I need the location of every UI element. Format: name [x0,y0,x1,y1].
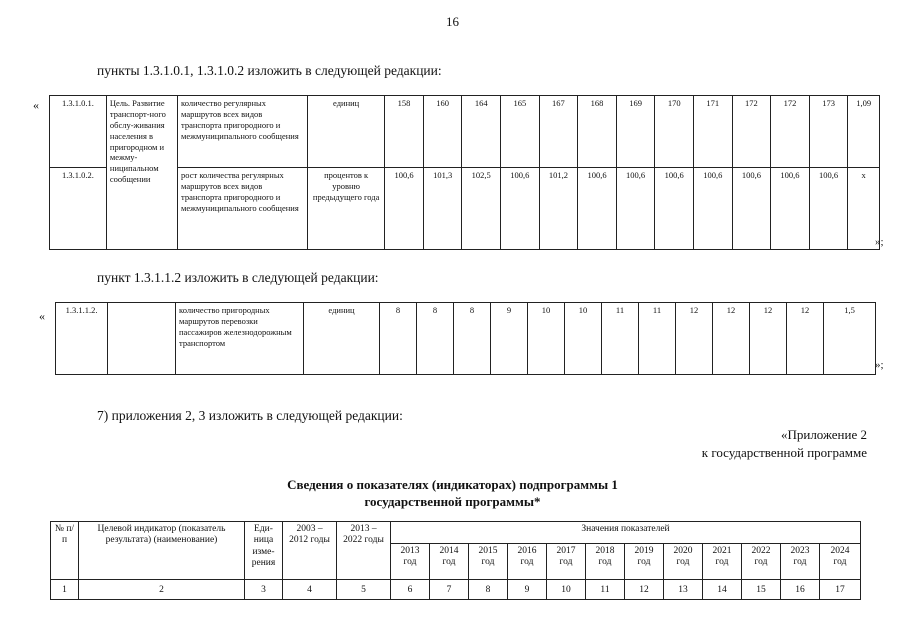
value-cell: 101,2 [539,168,578,250]
page-number: 16 [446,14,459,29]
col-header-year: 2023 год [781,544,820,580]
value-cell: 172 [732,96,771,168]
value-cell: 100,6 [693,168,732,250]
value-cell: 8 [417,303,454,375]
col-header-year: 2014 год [430,544,469,580]
column-number: 5 [337,580,391,600]
close-mark-1: »; [875,236,884,248]
value-cell: 100,6 [732,168,771,250]
title-line-1: Сведения о показателях (индикаторах) подпрограммы 1 [287,477,618,492]
col-header-values-group: Значения показателей [391,522,861,544]
column-number: 13 [664,580,703,600]
value-cell: 172 [771,96,810,168]
header-row [51,522,861,544]
value-cell: 100,6 [809,168,848,250]
column-number: 16 [781,580,820,600]
goal-cell: Цель. Развитие транспорт-ного обслу-живания населения в пригородном и межму-ниципальном сообщении [106,96,177,250]
goal-cell [108,303,176,375]
value-cell: 12 [676,303,713,375]
value-cell: 9 [491,303,528,375]
row-code: 1.3.1.1.2. [56,303,108,375]
value-cell: 10 [528,303,565,375]
value-cell: 169 [616,96,655,168]
value-cell: 12 [750,303,787,375]
row-code: 1.3.1.0.1. [50,96,107,168]
document-title [0,477,905,511]
value-cell: 11 [602,303,639,375]
column-number: 1 [51,580,79,600]
col-header-year: 2021 год [703,544,742,580]
column-number: 15 [742,580,781,600]
close-mark-2: »; [875,359,884,371]
value-cell: 12 [787,303,824,375]
value-cell: 1,5 [824,303,876,375]
column-number: 6 [391,580,430,600]
amendment-paragraph-1: пункты 1.3.1.0.1, 1.3.1.0.2 изложить в следующей редакции: [97,63,442,78]
column-number: 7 [430,580,469,600]
value-cell: 100,6 [385,168,424,250]
indicator-cell: количество пригородных маршрутов перевозки пассажиров железнодорожным транспортом [176,303,304,375]
table-row [50,96,880,168]
appendix-line-1: «Приложение 2 [780,427,867,442]
value-cell: 164 [462,96,501,168]
value-cell: 11 [639,303,676,375]
column-number: 10 [547,580,586,600]
indicators-table-1 [49,95,880,250]
col-header-year: 2017 год [547,544,586,580]
table-row [56,303,876,375]
value-cell: 8 [380,303,417,375]
col-header-indicator: Целевой индикатор (показатель результата) (наименование) [79,522,245,580]
col-header-year: 2024 год [820,544,861,580]
row-code: 1.3.1.0.2. [50,168,107,250]
column-number: 9 [508,580,547,600]
col-header-unit: Еди-ница изме-рения [245,522,283,580]
appendix-caption [702,426,867,461]
column-number: 14 [703,580,742,600]
value-cell: 160 [423,96,462,168]
column-number: 3 [245,580,283,600]
indicators-summary-table [50,521,861,600]
column-number-row [51,580,861,600]
value-cell: 171 [693,96,732,168]
indicator-cell: количество регулярных маршрутов всех видов транспорта пригородного и межмуниципального сообщения [178,96,308,168]
value-cell: 1,09 [848,96,880,168]
unit-cell: единиц [304,303,380,375]
open-quote-2: « [39,309,45,323]
amendment-paragraph-2: пункт 1.3.1.1.2 изложить в следующей редакции: [97,270,379,285]
unit-cell: единиц [308,96,385,168]
value-cell: 100,6 [578,168,617,250]
col-header-year: 2020 год [664,544,703,580]
column-number: 4 [283,580,337,600]
indicator-cell: рост количества регулярных маршрутов всех видов транспорта пригородного и межмуниципального сообщения [178,168,308,250]
unit-cell: процентов к уровню предыдущего года [308,168,385,250]
col-header-year: 2022 год [742,544,781,580]
col-header-year: 2018 год [586,544,625,580]
value-cell: 8 [454,303,491,375]
value-cell: 101,3 [423,168,462,250]
col-header-period-1: 2003 – 2012 годы [283,522,337,580]
column-number: 11 [586,580,625,600]
value-cell: 100,6 [655,168,694,250]
col-header-year: 2016 год [508,544,547,580]
column-number: 17 [820,580,861,600]
column-number: 12 [625,580,664,600]
col-header-year: 2019 год [625,544,664,580]
value-cell: 102,5 [462,168,501,250]
indicators-table-2 [55,302,876,375]
col-header-num: № п/п [51,522,79,580]
value-cell: 168 [578,96,617,168]
value-cell: 10 [565,303,602,375]
column-number: 8 [469,580,508,600]
value-cell: 12 [713,303,750,375]
value-cell: 167 [539,96,578,168]
value-cell: x [848,168,880,250]
value-cell: 170 [655,96,694,168]
value-cell: 165 [501,96,540,168]
value-cell: 158 [385,96,424,168]
open-quote-1: « [33,98,39,112]
col-header-period-2: 2013 – 2022 годы [337,522,391,580]
column-number: 2 [79,580,245,600]
appendix-line-2: к государственной программе [701,444,867,460]
value-cell: 100,6 [771,168,810,250]
value-cell: 100,6 [501,168,540,250]
title-line-2: государственной программы* [364,493,541,509]
value-cell: 100,6 [616,168,655,250]
value-cell: 173 [809,96,848,168]
col-header-year: 2015 год [469,544,508,580]
col-header-year: 2013 год [391,544,430,580]
amendment-paragraph-3: 7) приложения 2, 3 изложить в следующей редакции: [97,408,403,423]
